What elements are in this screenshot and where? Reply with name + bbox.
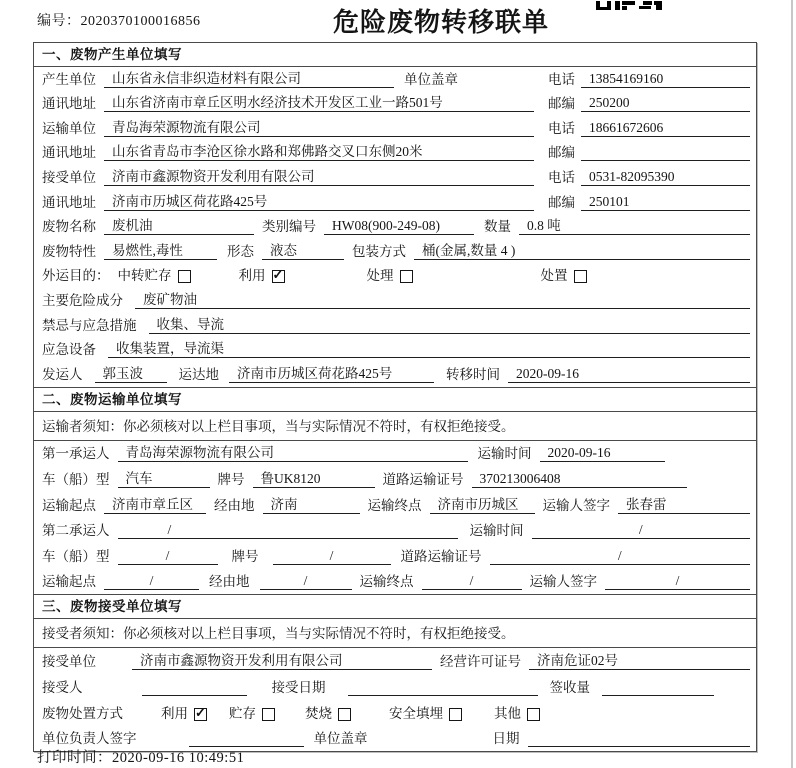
transporter-value: 青岛海荣源物流有限公司 bbox=[104, 116, 534, 137]
sign-date-value bbox=[528, 732, 751, 747]
row-receiver-address bbox=[34, 190, 756, 215]
waste-pack-label: 包装方式 bbox=[352, 243, 406, 259]
producer-seal-label: 单位盖章 bbox=[404, 71, 458, 87]
disposal-option-other-label: 其他 bbox=[494, 705, 521, 721]
taboo-value: 收集、导流 bbox=[149, 313, 751, 334]
purpose-label: 外运目的： bbox=[42, 268, 110, 284]
purpose-treat-checkbox bbox=[400, 270, 413, 283]
route2-start-label: 运输起点 bbox=[42, 574, 96, 590]
row-route1 bbox=[34, 492, 756, 518]
row-taboo bbox=[34, 313, 756, 338]
carrier1-value: 青岛海荣源物流有限公司 bbox=[118, 441, 468, 462]
row-equipment bbox=[34, 338, 756, 363]
disposal-option-burn-label: 焚烧 bbox=[305, 705, 332, 721]
row-producer-address bbox=[34, 92, 756, 117]
row-carrier2 bbox=[34, 518, 756, 544]
disposal-other-checkbox bbox=[527, 708, 540, 721]
section1-header: 一、废物产生单位填写 bbox=[34, 43, 756, 67]
accept-person-label: 接受人 bbox=[42, 679, 83, 695]
carrier2-time-label: 运输时间 bbox=[469, 523, 524, 539]
road-license2-value: / bbox=[490, 548, 751, 565]
route1-end-value: 济南市历城区 bbox=[430, 493, 535, 514]
producer-value: 山东省永信非织造材料有限公司 bbox=[104, 67, 394, 88]
section3-notice: 接受者须知：你必须核对以上栏目事项，当与实际情况不符时，有权拒绝接受。 bbox=[34, 619, 756, 648]
row-carrier1 bbox=[34, 441, 756, 467]
route1-via-label: 经由地 bbox=[214, 497, 255, 513]
disposal-option-landfill-label: 安全填埋 bbox=[389, 705, 443, 721]
receiver-zip-value: 250101 bbox=[581, 194, 750, 211]
purpose-dispose-checkbox bbox=[574, 270, 587, 283]
purpose-option-dispose-label: 处置 bbox=[540, 268, 568, 284]
disposal-option-store-label: 贮存 bbox=[229, 705, 256, 721]
disposal-label: 废物处置方式 bbox=[42, 705, 123, 721]
waste-form-value: 液态 bbox=[262, 239, 344, 260]
row-purpose bbox=[34, 264, 756, 289]
disposal-option-use-label: 利用 bbox=[161, 705, 188, 721]
row-waste-props bbox=[34, 239, 756, 264]
route1-end-label: 运输终点 bbox=[367, 497, 422, 513]
vehicle2-value: / bbox=[118, 548, 218, 565]
transporter-phone-label: 电话 bbox=[548, 120, 575, 136]
print-time-label: 打印时间： bbox=[37, 750, 112, 766]
route1-via-value: 济南 bbox=[263, 493, 360, 514]
transporter-zip-group bbox=[548, 141, 750, 161]
disposal-store-checkbox bbox=[262, 708, 275, 721]
route1-start-label: 运输起点 bbox=[42, 497, 96, 513]
dispatcher-label: 发运人 bbox=[42, 366, 83, 382]
transporter-zip-label: 邮编 bbox=[548, 145, 575, 161]
received-qty-value bbox=[602, 681, 714, 696]
transporter-phone-group bbox=[548, 117, 750, 137]
doc-number-label: 编号： bbox=[37, 14, 81, 29]
carrier1-time-value: 2020-09-16 bbox=[540, 445, 665, 462]
producer-zip-label: 邮编 bbox=[548, 96, 575, 112]
waste-name-value: 废机油 bbox=[104, 214, 254, 235]
row-route2 bbox=[34, 569, 756, 595]
receiver-phone-value: 0531-82095390 bbox=[581, 169, 750, 186]
producer-phone-group bbox=[548, 68, 750, 88]
disposal-burn-checkbox bbox=[338, 708, 351, 721]
route2-end-label: 运输终点 bbox=[359, 574, 414, 590]
producer-zip-value: 250200 bbox=[581, 95, 750, 112]
accept-person-value bbox=[142, 681, 247, 696]
receiver-label: 接受单位 bbox=[42, 169, 96, 185]
producer-zip-group bbox=[548, 92, 750, 112]
equipment-label: 应急设备 bbox=[42, 342, 96, 358]
transporter-zip-value bbox=[581, 146, 750, 161]
purpose-option-transfer-label: 中转贮存 bbox=[117, 268, 172, 284]
producer-phone-label: 电话 bbox=[548, 71, 575, 87]
route2-via-label: 经由地 bbox=[209, 574, 250, 590]
transporter-address-value: 山东省青岛市李沧区徐水路和郑佛路交叉口东侧20米 bbox=[104, 140, 534, 161]
accept-unit-label: 接受单位 bbox=[42, 654, 96, 670]
road-license1-label: 道路运输证号 bbox=[382, 471, 464, 487]
waste-qty-label: 数量 bbox=[484, 219, 511, 235]
route2-end-value: / bbox=[422, 573, 522, 590]
destination-value: 济南市历城区荷花路425号 bbox=[229, 362, 434, 383]
row-disposal bbox=[34, 700, 756, 726]
transporter-phone-value: 18661672606 bbox=[581, 120, 750, 137]
road-license1-value: 370213006408 bbox=[472, 471, 687, 488]
purpose-use-checkbox bbox=[272, 270, 285, 283]
qr-code-icon bbox=[596, 0, 662, 16]
transporter-label: 运输单位 bbox=[42, 120, 96, 136]
transfer-time-value: 2020-09-16 bbox=[508, 366, 750, 383]
row-hazard bbox=[34, 288, 756, 313]
section2-header: 二、废物运输单位填写 bbox=[34, 387, 756, 412]
route2-sign-label: 运输人签字 bbox=[529, 574, 597, 590]
route1-sign-label: 运输人签字 bbox=[542, 497, 610, 513]
row-waste-name bbox=[34, 215, 756, 240]
receiver-phone-label: 电话 bbox=[548, 169, 575, 185]
waste-form-label: 形态 bbox=[227, 243, 254, 259]
destination-label: 运达地 bbox=[178, 366, 219, 382]
disposal-landfill-checkbox bbox=[449, 708, 462, 721]
road-license2-label: 道路运输证号 bbox=[400, 548, 482, 564]
plate1-label: 牌号 bbox=[217, 471, 245, 487]
print-time-value: 2020-09-16 10:49:51 bbox=[112, 750, 245, 766]
row-transporter bbox=[34, 116, 756, 141]
row-producer bbox=[34, 67, 756, 92]
page-title: 危险废物转移联单 bbox=[333, 8, 550, 37]
hazard-label: 主要危险成分 bbox=[42, 292, 123, 308]
accept-unit-value: 济南市鑫源物资开发利用有限公司 bbox=[132, 649, 432, 670]
purpose-transfer-checkbox bbox=[178, 270, 191, 283]
waste-qty-value: 0.8 吨 bbox=[519, 214, 750, 235]
receiver-address-value: 济南市历城区荷花路425号 bbox=[104, 190, 534, 211]
carrier2-value: / bbox=[118, 522, 458, 539]
route1-start-value: 济南市章丘区 bbox=[104, 493, 206, 514]
plate2-value: / bbox=[273, 548, 391, 565]
producer-address-label: 通讯地址 bbox=[42, 96, 96, 112]
hazard-value: 废矿物油 bbox=[135, 288, 750, 309]
row-dispatch bbox=[34, 362, 756, 387]
responsible-sign-label: 单位负责人签字 bbox=[42, 731, 137, 747]
dispatcher-value: 郭玉波 bbox=[95, 362, 167, 383]
waste-props-label: 废物特性 bbox=[42, 243, 96, 259]
row-accept-person bbox=[34, 674, 756, 700]
route1-sign-value: 张春雷 bbox=[618, 493, 750, 514]
transporter-address-label: 通讯地址 bbox=[42, 145, 96, 161]
plate1-value: 鲁UK8120 bbox=[253, 467, 375, 488]
sign-date-label: 日期 bbox=[492, 731, 520, 747]
disposal-use-checkbox bbox=[194, 708, 207, 721]
taboo-label: 禁忌与应急措施 bbox=[42, 317, 137, 333]
route2-start-value: / bbox=[104, 573, 199, 590]
vehicle1-label: 车（船）型 bbox=[42, 471, 110, 487]
producer-label: 产生单位 bbox=[42, 71, 96, 87]
unit-seal-label: 单位盖章 bbox=[313, 731, 368, 747]
waste-code-value: HW08(900-249-08) bbox=[324, 218, 474, 235]
route2-via-value: / bbox=[260, 573, 352, 590]
doc-number bbox=[37, 10, 201, 30]
row-accept-unit bbox=[34, 648, 756, 674]
receiver-phone-group bbox=[548, 166, 750, 186]
receiver-value: 济南市鑫源物资开发利用有限公司 bbox=[104, 165, 534, 186]
waste-props-value: 易燃性,毒性 bbox=[104, 239, 217, 260]
waste-name-label: 废物名称 bbox=[42, 219, 96, 235]
receiver-zip-group bbox=[548, 191, 750, 211]
received-qty-label: 签收量 bbox=[549, 679, 590, 695]
carrier2-label: 第二承运人 bbox=[42, 523, 110, 539]
vehicle1-value: 汽车 bbox=[118, 467, 210, 488]
accept-date-label: 接受日期 bbox=[271, 679, 326, 695]
equipment-value: 收集装置，导流渠 bbox=[108, 337, 750, 358]
permit-value: 济南危证02号 bbox=[529, 649, 750, 670]
transfer-time-label: 转移时间 bbox=[446, 366, 500, 382]
vehicle2-label: 车（船）型 bbox=[42, 548, 110, 564]
waste-code-label: 类别编号 bbox=[262, 219, 316, 235]
route2-sign-value: / bbox=[605, 573, 750, 590]
row-vehicle2 bbox=[34, 543, 756, 569]
section3-header: 三、废物接受单位填写 bbox=[34, 594, 756, 619]
producer-address-value: 山东省济南市章丘区明水经济技术开发区工业一路501号 bbox=[104, 91, 534, 112]
carrier1-time-label: 运输时间 bbox=[477, 446, 532, 462]
carrier1-label: 第一承运人 bbox=[42, 446, 110, 462]
row-transporter-address bbox=[34, 141, 756, 166]
accept-date-value bbox=[348, 681, 538, 696]
purpose-option-treat-label: 处理 bbox=[366, 268, 394, 284]
carrier2-time-value: / bbox=[532, 522, 751, 539]
waste-pack-value: 桶(金属,数量 4 ) bbox=[414, 239, 750, 260]
section2-notice: 运输者须知：你必须核对以上栏目事项，当与实际情况不符时，有权拒绝接受。 bbox=[34, 412, 756, 441]
permit-label: 经营许可证号 bbox=[440, 654, 521, 670]
receiver-zip-label: 邮编 bbox=[548, 194, 575, 210]
purpose-option-use-label: 利用 bbox=[238, 268, 266, 284]
print-time bbox=[37, 746, 244, 767]
manifest-table bbox=[33, 42, 757, 752]
plate2-label: 牌号 bbox=[231, 548, 259, 564]
page-edge-line bbox=[791, 0, 793, 768]
producer-phone-value: 13854169160 bbox=[581, 71, 750, 88]
row-receiver bbox=[34, 165, 756, 190]
row-vehicle1 bbox=[34, 466, 756, 492]
doc-number-value: 2020370100016856 bbox=[80, 14, 201, 29]
receiver-address-label: 通讯地址 bbox=[42, 194, 96, 210]
